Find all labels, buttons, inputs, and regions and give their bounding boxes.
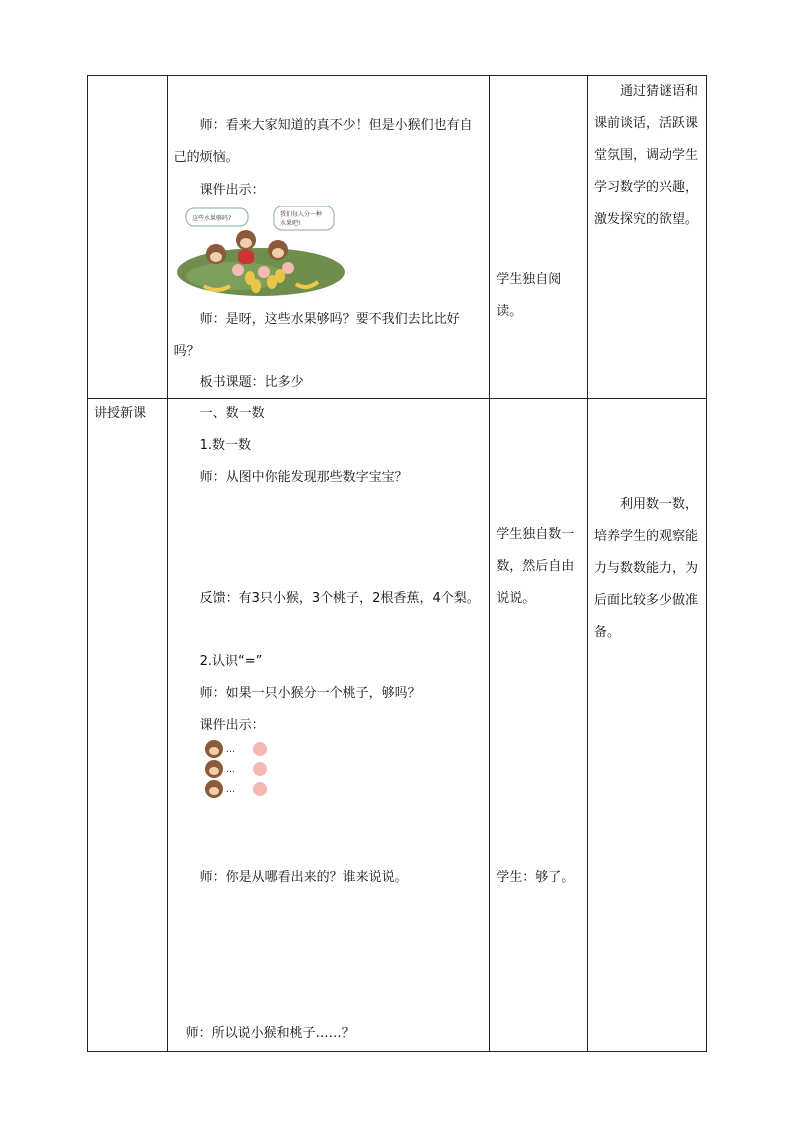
- student-activity-cell: [490, 76, 588, 399]
- peach-icon: [253, 762, 267, 776]
- section-heading: 一、数一数: [199, 406, 265, 421]
- monkey-icon: [205, 780, 223, 798]
- stage-label: 讲授新课: [94, 406, 147, 421]
- bubble-right-text-1: 我们每人分一种: [279, 211, 322, 218]
- design-intent-text: 通过猜谜语和课前谈话，活跃课堂氛围，调动学生学习数学的兴趣，激发探究的欲望。: [594, 84, 699, 227]
- pear-icon: [275, 269, 285, 283]
- monkeys-fruit-illustration: [176, 206, 346, 298]
- courseware-label: 课件出示：: [199, 183, 265, 198]
- bubble-right-text-2: 水果吧!: [279, 220, 301, 227]
- peach-icon: [253, 742, 267, 756]
- table-row: [88, 76, 707, 399]
- svg-text:…: …: [225, 765, 235, 775]
- table-row: [88, 399, 707, 1052]
- bubble-left-text: 这些水果够吗?: [191, 215, 231, 222]
- lesson-plan-table: [87, 75, 707, 1052]
- design-intent-cell: [588, 76, 707, 399]
- monkey-peach-matching-illustration: [204, 739, 274, 801]
- subsection-heading: 2.认识“=”: [199, 654, 263, 669]
- teacher-question: 师：从图中你能发现那些数字宝宝？: [199, 470, 408, 485]
- subsection-heading: 1.数一数: [199, 438, 252, 453]
- student-answer: 学生：够了。: [496, 870, 575, 885]
- teacher-activity-cell: [167, 76, 490, 399]
- teacher-question: 师：是呀，这些水果够吗？要不我们去比比好吗？: [173, 312, 460, 359]
- teacher-question: 师：所以说小猴和桃子……？: [185, 1026, 355, 1041]
- stage-cell: [88, 399, 168, 1052]
- svg-text:…: …: [225, 745, 235, 755]
- feedback-text: 反馈：有3只小猴，3个桃子，2根香蕉，4个梨。: [199, 591, 480, 606]
- design-intent-text: 利用数一数，培养学生的观察能力与数数能力，为后面比较多少做准备。: [594, 497, 699, 640]
- pear-icon: [251, 279, 261, 293]
- student-activity-text: 学生独自数一数，然后自由说说。: [496, 527, 575, 606]
- design-intent-cell: [588, 399, 707, 1052]
- monkey-icon: [268, 240, 288, 260]
- teacher-question: 师：如果一只小猴分一个桃子，够吗？: [199, 686, 421, 701]
- student-activity-text: 学生独自阅读。: [496, 272, 562, 319]
- peach-icon: [232, 264, 244, 276]
- stage-cell: [88, 76, 168, 399]
- monkey-icon: [205, 760, 223, 778]
- board-title: 板书课题：比多少: [199, 375, 304, 390]
- monkey-icon: [206, 244, 226, 264]
- svg-text:…: …: [225, 785, 235, 795]
- monkey-icon: [205, 740, 223, 758]
- teacher-line: 师：看来大家知道的真不少！但是小猴们也有自己的烦恼。: [173, 118, 473, 165]
- courseware-label: 课件出示：: [199, 718, 265, 733]
- peach-icon: [253, 782, 267, 796]
- monkey-icon: [236, 230, 256, 264]
- peach-icon: [258, 266, 270, 278]
- teacher-activity-cell: [167, 399, 490, 1052]
- student-activity-cell: [490, 399, 588, 1052]
- teacher-question: 师：你是从哪看出来的？谁来说说。: [199, 870, 408, 885]
